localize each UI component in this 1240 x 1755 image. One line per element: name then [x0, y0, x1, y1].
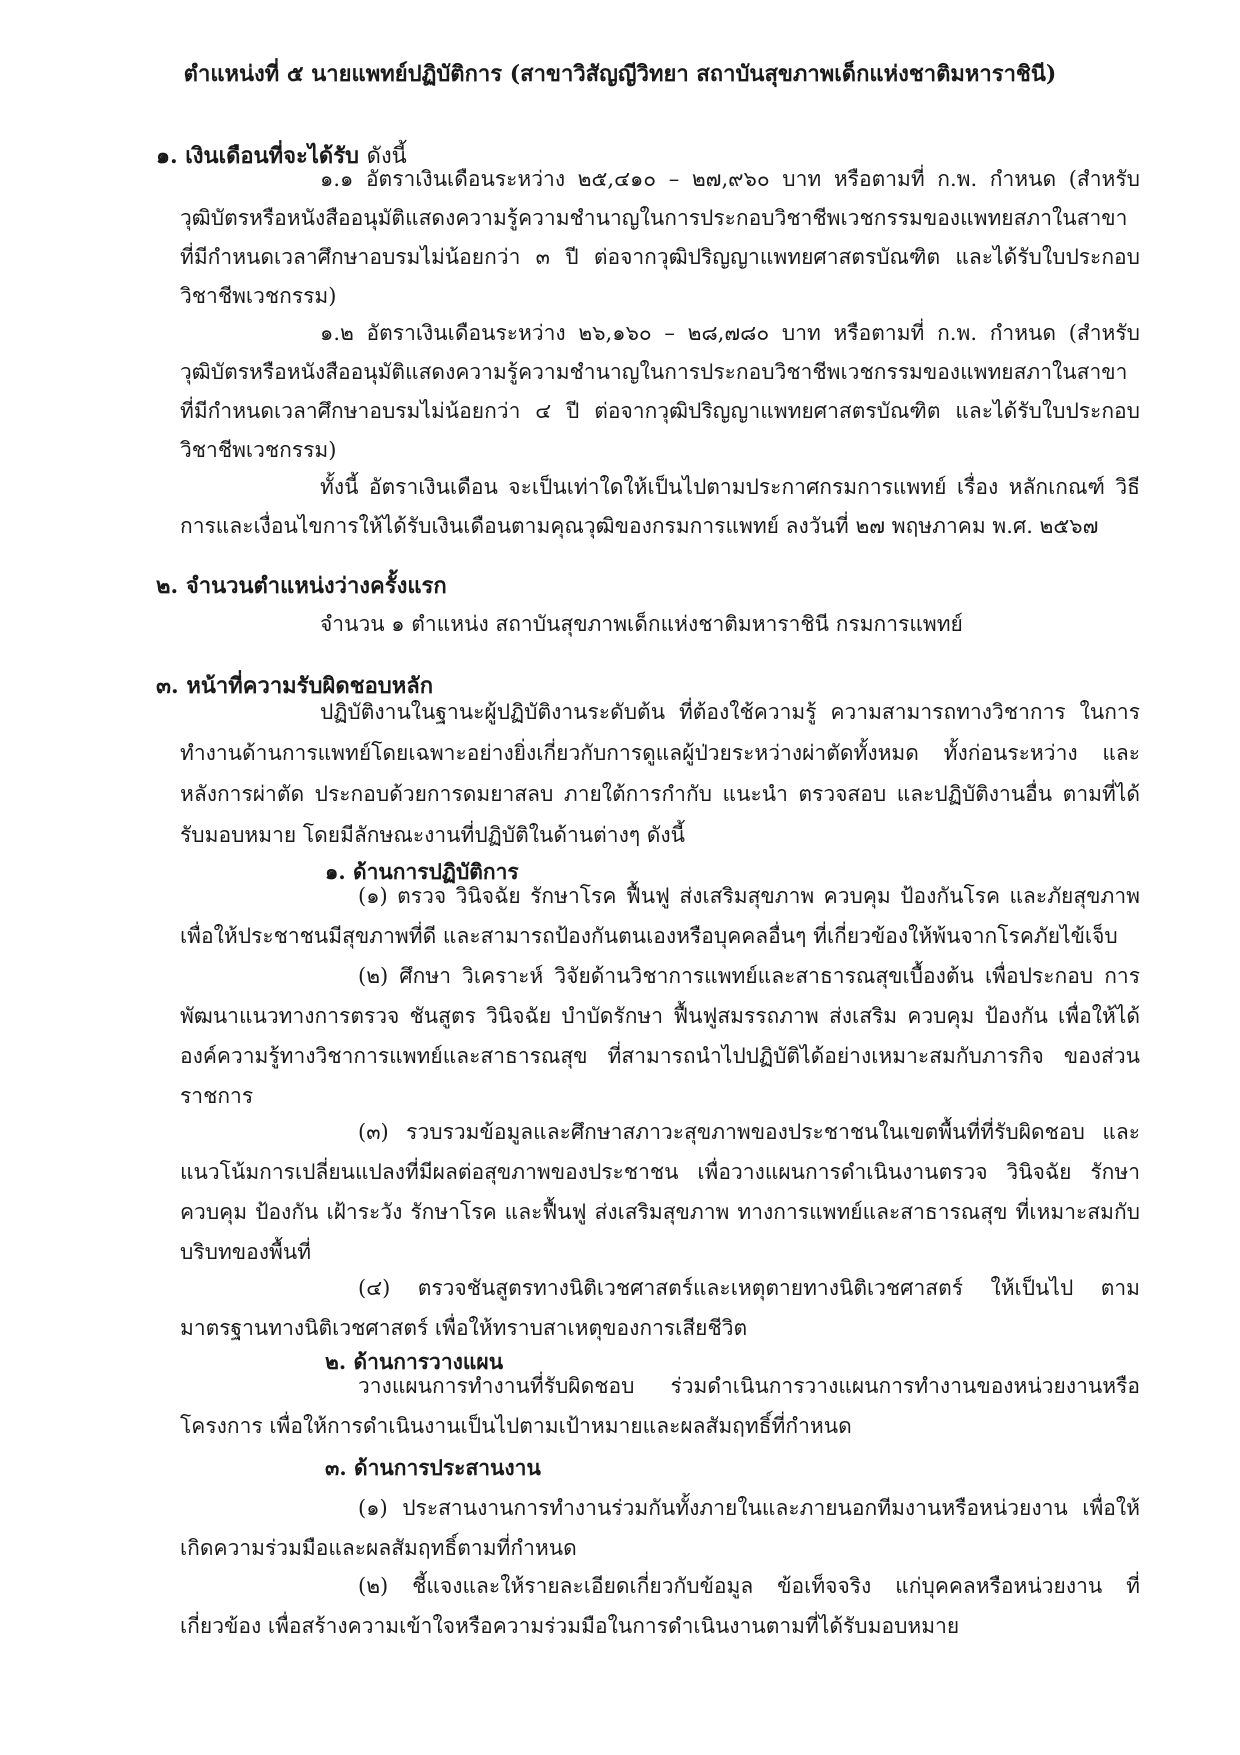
duty-operations-item-4: (๔) ตรวจชันสูตรทางนิติเวชศาสตร์และเหตุตายทางนิติเวชศาสตร์ ให้เป็นไป ตามมาตรฐานทางนิติเวชศาสตร์ เพื่อให้ทราบสาเหตุของการเสียชีวิต	[180, 1276, 1140, 1340]
duty-planning-heading: ๒. ด้านการวางแผน	[325, 1349, 504, 1374]
section-1-heading-text: ๑. เงินเดือนที่จะได้รับ	[156, 143, 359, 169]
salary-item-2: ๑.๒ อัตราเงินเดือนระหว่าง ๒๖,๑๖๐ – ๒๘,๗๘๐ บาท หรือตามที่ ก.พ. กำหนด (สำหรับวุฒิบัตรหรือหนังสืออนุมัติแสดงความรู้ความชำนาญในการประกอบวิชาชีพเวชกรรมของแพทยสภาในสาขาที่มีกำหนดเวลาศึกษาอบรมไม่น้อยกว่า ๔ ปี ต่อจากวุฒิปริญญาแพทยศาสตรบัณฑิต และได้รับใบประกอบวิชาชีพเวชกรรม)	[180, 321, 1140, 462]
section-1-heading-suffix: ดังนี้	[366, 144, 407, 169]
duty-operations-item-3: (๓) รวบรวมข้อมูลและศึกษาสภาวะสุขภาพของประชาชนในเขตพื้นที่ที่รับผิดชอบ และแนวโน้มการเปลี่ยนแปลงที่มีผลต่อสุขภาพของประชาชน เพื่อวางแผนการดำเนินงานตรวจ วินิจฉัย รักษา ควบคุม ป้องกัน เฝ้าระวัง รักษาโรค และฟื้นฟู ส่งเสริมสุขภาพ ทางการแพทย์และสาธารณสุข ที่เหมาะสมกับบริบทของพื้นที่	[180, 1120, 1140, 1264]
section-3-heading: ๓. หน้าที่ความรับผิดชอบหลัก	[156, 673, 434, 699]
duties-intro: ปฏิบัติงานในฐานะผู้ปฏิบัติงานระดับต้น ที่ต้องใช้ความรู้ ความสามารถทางวิชาการ ในการทำงานด้านการแพทย์โดยเฉพาะอย่างยิ่งเกี่ยวกับการดูแลผู้ป่วยระหว่างผ่าตัดทั้งหมด ทั้งก่อนระหว่าง และหลังการผ่าตัด ประกอบด้วยการดมยาสลบ ภายใต้การกำกับ แนะนำ ตรวจสอบ และปฏิบัติงานอื่น ตามที่ได้รับมอบหมาย โดยมีลักษณะงานที่ปฏิบัติในด้านต่างๆ ดังนี้	[180, 700, 1140, 847]
duty-operations-item-1: (๑) ตรวจ วินิจฉัย รักษาโรค ฟื้นฟู ส่งเสริมสุขภาพ ควบคุม ป้องกันโรค และภัยสุขภาพ เพื่อให้ประชาชนมีสุขภาพที่ดี และสามารถป้องกันตนเองหรือบุคคลอื่นๆ ที่เกี่ยวข้องให้พ้นจากโรคภัยไข้เจ็บ	[180, 884, 1140, 948]
duty-coordination-item-2: (๒) ชี้แจงและให้รายละเอียดเกี่ยวกับข้อมูล ข้อเท็จจริง แก่บุคคลหรือหน่วยงาน ที่เกี่ยวข้อง เพื่อสร้างความเข้าใจหรือความร่วมมือในการดำเนินงานตามที่ได้รับมอบหมาย	[180, 1574, 1140, 1638]
duty-coordination-item-1: (๑) ประสานงานการทำงานร่วมกันทั้งภายในและภายนอกทีมงานหรือหน่วยงาน เพื่อให้เกิดความร่วมมือและผลสัมฤทธิ์ตามที่กำหนด	[180, 1496, 1140, 1560]
duty-operations-heading: ๑. ด้านการปฏิบัติการ	[325, 859, 519, 884]
salary-note: ทั้งนี้ อัตราเงินเดือน จะเป็นเท่าใดให้เป็นไปตามประกาศกรมการแพทย์ เรื่อง หลักเกณฑ์ วิธีการและเงื่อนไขการให้ได้รับเงินเดือนตามคุณวุฒิของกรมการแพทย์ ลงวันที่ ๒๗ พฤษภาคม พ.ศ. ๒๕๖๗	[180, 475, 1140, 538]
vacancy-count: จำนวน ๑ ตำแหน่ง สถาบันสุขภาพเด็กแห่งชาติมหาราชินี กรมการแพทย์	[320, 612, 963, 636]
page-title: ตำแหน่งที่ ๕ นายแพทย์ปฏิบัติการ (สาขาวิสัญญีวิทยา สถาบันสุขภาพเด็กแห่งชาติมหาราชินี)	[183, 61, 1057, 87]
duty-planning-body: วางแผนการทำงานที่รับผิดชอบ ร่วมดำเนินการวางแผนการทำงานของหน่วยงานหรือ โครงการ เพื่อให้การดำเนินงานเป็นไปตามเป้าหมายและผลสัมฤทธิ์ที่กำหนด	[180, 1374, 1140, 1438]
duty-coordination-heading: ๓. ด้านการประสานงาน	[325, 1455, 541, 1480]
duty-operations-item-2: (๒) ศึกษา วิเคราะห์ วิจัยด้านวิชาการแพทย์และสาธารณสุขเบื้องต้น เพื่อประกอบ การพัฒนาแนวทางการตรวจ ชันสูตร วินิจฉัย บำบัดรักษา ฟื้นฟูสมรรถภาพ ส่งเสริม ควบคุม ป้องกัน เพื่อให้ได้องค์ความรู้ทางวิชาการแพทย์และสาธารณสุข ที่สามารถนำไปปฏิบัติได้อย่างเหมาะสมกับภารกิจ ของส่วนราชการ	[180, 964, 1140, 1108]
section-2-heading: ๒. จำนวนตำแหน่งว่างครั้งแรก	[156, 573, 447, 599]
salary-item-1: ๑.๑ อัตราเงินเดือนระหว่าง ๒๕,๔๑๐ – ๒๗,๙๖๐ บาท หรือตามที่ ก.พ. กำหนด (สำหรับวุฒิบัตรหรือหนังสืออนุมัติแสดงความรู้ความชำนาญในการประกอบวิชาชีพเวชกรรมของแพทยสภาในสาขาที่มีกำหนดเวลาศึกษาอบรมไม่น้อยกว่า ๓ ปี ต่อจากวุฒิปริญญาแพทยศาสตรบัณฑิต และได้รับใบประกอบวิชาชีพเวชกรรม)	[180, 167, 1140, 308]
